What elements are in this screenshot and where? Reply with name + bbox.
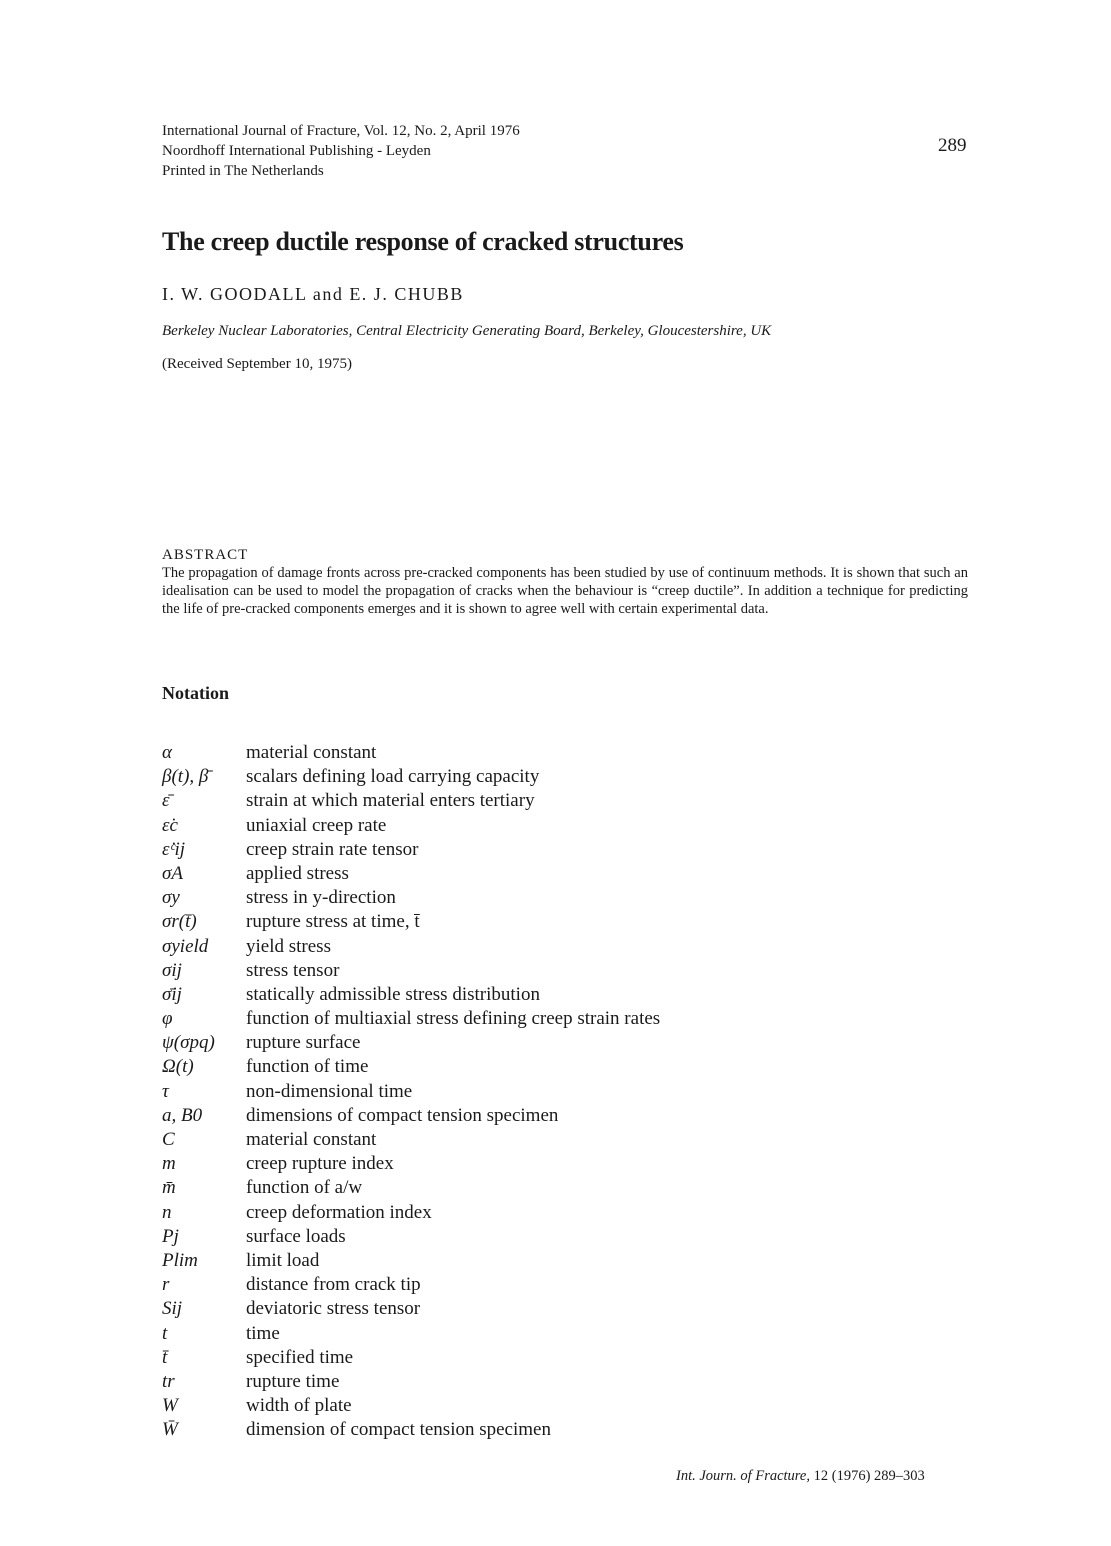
notation-description: creep deformation index	[246, 1201, 432, 1223]
notation-symbol: t̄	[162, 1346, 168, 1368]
notation-symbol: φ	[162, 1008, 173, 1030]
notation-row	[162, 983, 660, 1007]
notation-description: rupture time	[246, 1370, 340, 1392]
notation-symbol: σ̄ij	[162, 983, 182, 1005]
notation-row	[162, 1394, 660, 1418]
notation-row	[162, 862, 660, 886]
notation-symbol: t	[162, 1322, 168, 1344]
notation-symbol: β(t), β̄	[162, 766, 209, 788]
notation-row	[162, 741, 660, 765]
notation-row	[162, 1225, 660, 1249]
notation-description: distance from crack tip	[246, 1274, 421, 1296]
notation-row	[162, 1273, 660, 1297]
notation-row	[162, 1370, 660, 1394]
footer-citation	[676, 1468, 925, 1485]
notation-row	[162, 1322, 660, 1346]
notation-description: limit load	[246, 1249, 320, 1271]
notation-description: time	[246, 1322, 280, 1344]
notation-symbol: m	[162, 1153, 176, 1175]
footer-volume-pages: 12 (1976) 289–303	[813, 1468, 925, 1484]
notation-symbol: σyield	[162, 935, 209, 957]
notation-description: material constant	[246, 1129, 377, 1150]
notation-description: stress in y-direction	[246, 887, 396, 909]
notation-description: specified time	[246, 1346, 354, 1368]
notation-symbol: r	[162, 1274, 170, 1296]
notation-description: uniaxial creep rate	[246, 814, 387, 836]
notation-row	[162, 910, 660, 934]
notation-symbol: W̄	[162, 1419, 178, 1441]
notation-symbol: ε̇c	[162, 814, 178, 836]
abstract-heading: ABSTRACT	[162, 547, 249, 563]
notation-symbol: C	[162, 1129, 175, 1150]
notation-symbol: a, B0	[162, 1104, 203, 1126]
masthead-line-journal: International Journal of Fracture, Vol. 12, No. 2, April 1976	[162, 123, 520, 139]
notation-row	[162, 1201, 660, 1225]
notation-description: creep strain rate tensor	[246, 838, 419, 860]
notation-symbol: m̄	[162, 1177, 176, 1199]
affiliation: Berkeley Nuclear Laboratories, Central Electricity Generating Board, Berkeley, Gloucestershire, UK	[162, 323, 772, 339]
notation-description: function of time	[246, 1056, 369, 1078]
notation-description: dimensions of compact tension specimen	[246, 1104, 559, 1126]
notation-description: strain at which material enters tertiary	[246, 790, 535, 812]
masthead-line-printed: Printed in The Netherlands	[162, 163, 324, 179]
notation-list	[162, 741, 660, 1442]
received-date: (Received September 10, 1975)	[162, 356, 352, 372]
notation-symbol: σr(t̄)	[162, 911, 197, 933]
abstract-section	[162, 546, 968, 618]
notation-row	[162, 1249, 660, 1273]
notation-symbol: Pj	[162, 1225, 179, 1247]
notation-row	[162, 1346, 660, 1370]
notation-description: rupture stress at time, t̄	[246, 911, 420, 933]
notation-description: non-dimensional time	[246, 1080, 413, 1102]
notation-row	[162, 1080, 660, 1104]
notation-symbol: α	[162, 742, 172, 763]
notation-description: dimension of compact tension specimen	[246, 1419, 551, 1441]
paper-title: The creep ductile response of cracked structures	[162, 227, 684, 256]
notation-description: stress tensor	[246, 959, 340, 981]
notation-symbol: n	[162, 1201, 172, 1223]
notation-description: function of a/w	[246, 1177, 363, 1199]
notation-symbol: W	[162, 1395, 178, 1417]
footer-journal: Int. Journ. of Fracture,	[676, 1468, 810, 1484]
notation-row	[162, 1176, 660, 1200]
notation-row	[162, 1104, 660, 1128]
notation-description: deviatoric stress tensor	[246, 1298, 421, 1320]
notation-symbol: ε̇ᶜij	[162, 838, 186, 860]
abstract-text: The propagation of damage fronts across pre-cracked components has been studied by use of continuum methods. It is shown that such an idealisation can be used to model the propagation of cracks when the behaviour is “creep ductile”. In addition a technique for predicting the life of pre-cracked components emerges and it is shown to agree well with certain experimental data.	[162, 565, 968, 617]
notation-symbol: ε̄	[162, 790, 170, 812]
notation-symbol: ψ(σpq)	[162, 1032, 215, 1054]
notation-description: function of multiaxial stress defining creep strain rates	[246, 1008, 661, 1030]
notation-symbol: σy	[162, 887, 180, 909]
notation-symbol: σij	[162, 959, 182, 981]
notation-row	[162, 1128, 660, 1152]
notation-symbol: Plim	[162, 1249, 198, 1271]
notation-row	[162, 1055, 660, 1079]
notation-row	[162, 1418, 660, 1442]
notation-symbol: σA	[162, 862, 183, 884]
notation-row	[162, 765, 660, 789]
notation-row	[162, 838, 660, 862]
notation-symbol: τ	[162, 1080, 169, 1102]
notation-symbol: Sij	[162, 1298, 183, 1320]
notation-description: scalars defining load carrying capacity	[246, 766, 540, 788]
notation-description: material constant	[246, 742, 377, 763]
notation-description: applied stress	[246, 862, 349, 884]
notation-description: width of plate	[246, 1395, 352, 1417]
notation-symbol: Ω(t)	[162, 1056, 194, 1078]
notation-description: creep rupture index	[246, 1153, 394, 1175]
masthead-line-publisher: Noordhoff International Publishing - Leyden	[162, 143, 431, 159]
notation-description: surface loads	[246, 1225, 346, 1247]
authors: I. W. GOODALL and E. J. CHUBB	[162, 284, 464, 304]
notation-row	[162, 959, 660, 983]
notation-heading: Notation	[162, 683, 229, 703]
notation-description: statically admissible stress distribution	[246, 983, 540, 1005]
notation-description: rupture surface	[246, 1032, 361, 1054]
notation-row	[162, 1152, 660, 1176]
notation-row	[162, 814, 660, 838]
notation-description: yield stress	[246, 935, 331, 957]
notation-row	[162, 886, 660, 910]
notation-row	[162, 1007, 660, 1031]
notation-row	[162, 789, 660, 813]
notation-symbol: tr	[162, 1370, 175, 1392]
notation-row	[162, 1297, 660, 1321]
journal-masthead	[162, 121, 520, 181]
page-number: 289	[938, 135, 967, 156]
notation-row	[162, 935, 660, 959]
notation-row	[162, 1031, 660, 1055]
